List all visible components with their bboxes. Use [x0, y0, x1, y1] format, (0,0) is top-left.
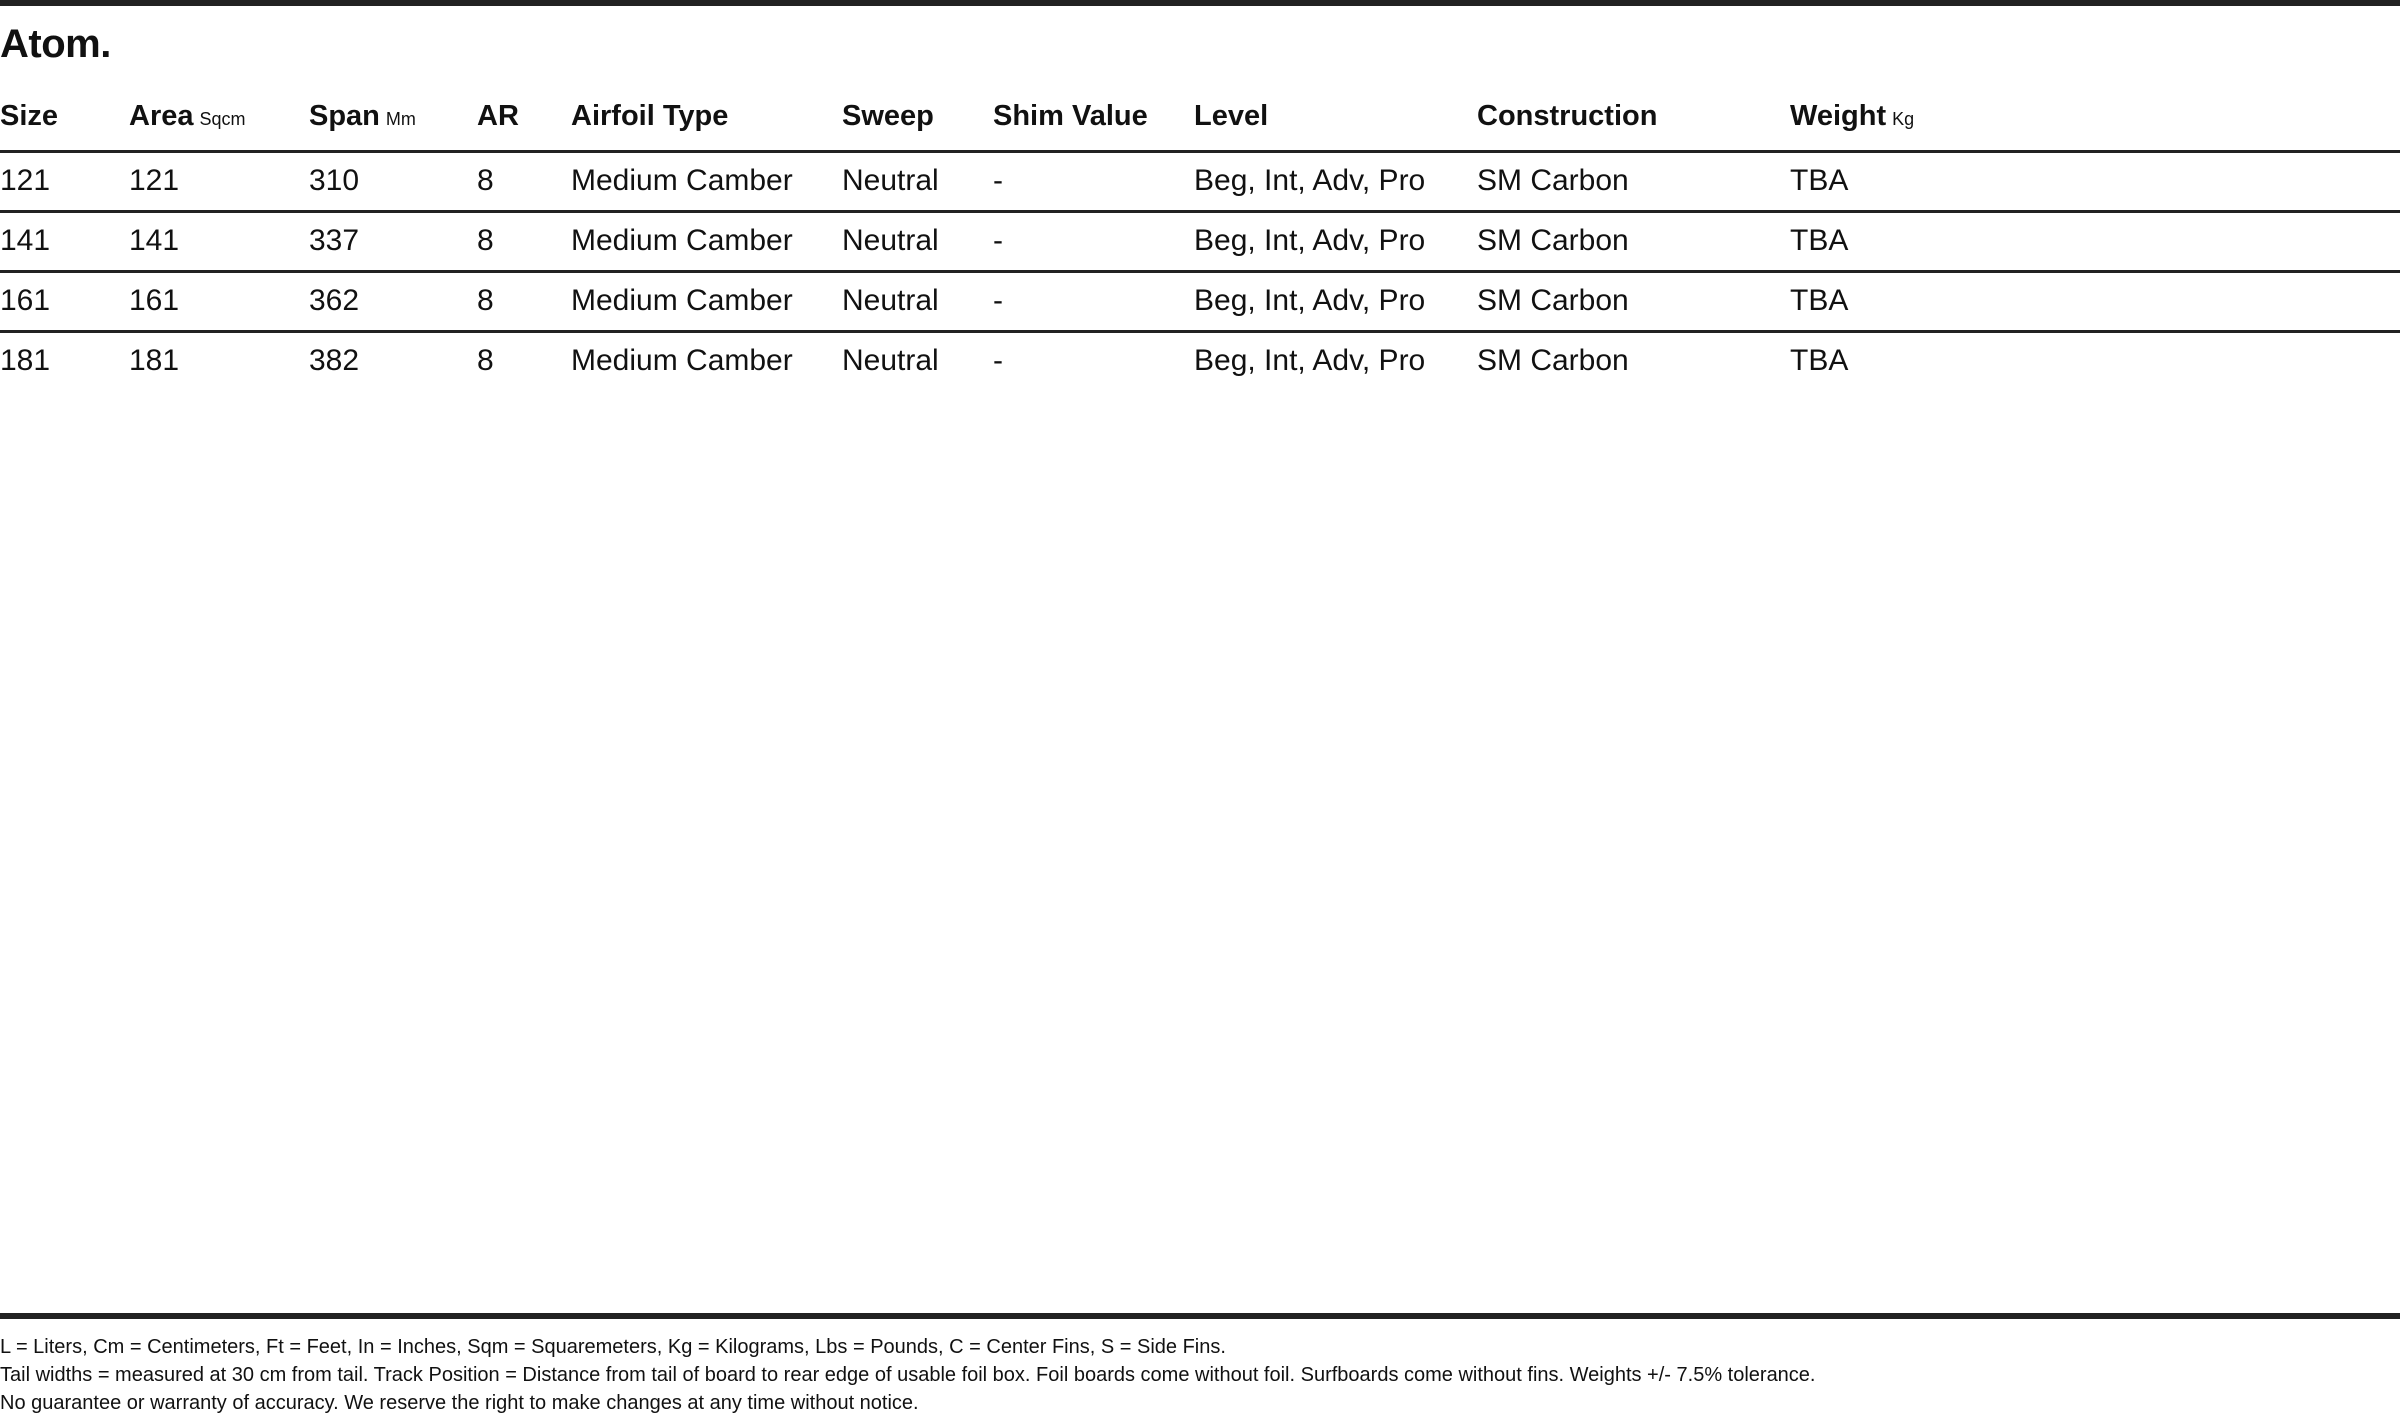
- cell-level: Beg, Int, Adv, Pro: [1194, 284, 1426, 317]
- header-sweep: Sweep: [842, 100, 934, 132]
- header-construction: Construction: [1477, 100, 1658, 132]
- footnote-disclaimer: No guarantee or warranty of accuracy. We reserve the right to make changes at any time without notice.: [0, 1392, 919, 1414]
- cell-level: Beg, Int, Adv, Pro: [1194, 164, 1426, 197]
- footnote-abbreviations: L = Liters, Cm = Centimeters, Ft = Feet, In = Inches, Sqm = Squaremeters, Kg = Kilograms, Lbs = Pounds, C = Center Fins, S = Side Fins.: [0, 1336, 1226, 1358]
- footnotes: [0, 1333, 1816, 1417]
- cell-airfoil-type: Medium Camber: [571, 164, 793, 197]
- top-divider: [0, 0, 2400, 6]
- header-ar: AR: [477, 100, 519, 132]
- header-weight-unit: Kg: [1892, 109, 1915, 129]
- table-row: [0, 153, 2400, 213]
- header-area-unit: Sqcm: [199, 109, 246, 129]
- cell-level: Beg, Int, Adv, Pro: [1194, 344, 1426, 377]
- cell-size: 121: [0, 164, 51, 197]
- cell-ar: 8: [477, 224, 494, 257]
- cell-weight: TBA: [1790, 224, 1849, 257]
- header-area: Area Sqcm: [129, 100, 246, 132]
- cell-sweep: Neutral: [842, 284, 939, 317]
- cell-shim-value: -: [993, 224, 1003, 257]
- cell-construction: SM Carbon: [1477, 224, 1629, 257]
- cell-area: 181: [129, 344, 180, 377]
- cell-weight: TBA: [1790, 344, 1849, 377]
- bottom-divider: [0, 1313, 2400, 1319]
- header-shim-value: Shim Value: [993, 100, 1148, 132]
- cell-construction: SM Carbon: [1477, 164, 1629, 197]
- spec-table: [0, 90, 2400, 390]
- table-header-row: [0, 90, 2400, 153]
- cell-ar: 8: [477, 284, 494, 317]
- cell-span: 362: [309, 284, 360, 317]
- cell-airfoil-type: Medium Camber: [571, 224, 793, 257]
- cell-sweep: Neutral: [842, 164, 939, 197]
- cell-size: 181: [0, 344, 51, 377]
- table-row: [0, 273, 2400, 333]
- footnote-measurements: Tail widths = measured at 30 cm from tail. Track Position = Distance from tail of board to rear edge of usable foil box. Foil boards come without foil. Surfboards come without fins. Weights +/- 7.5% tolerance.: [0, 1364, 1816, 1386]
- cell-airfoil-type: Medium Camber: [571, 284, 793, 317]
- table-row: [0, 333, 2400, 390]
- cell-span: 310: [309, 164, 360, 197]
- cell-shim-value: -: [993, 164, 1003, 197]
- cell-area: 121: [129, 164, 180, 197]
- header-size: Size: [0, 100, 59, 132]
- cell-span: 337: [309, 224, 360, 257]
- cell-ar: 8: [477, 344, 494, 377]
- cell-weight: TBA: [1790, 164, 1849, 197]
- header-airfoil-type: Airfoil Type: [571, 100, 729, 132]
- table-row: [0, 213, 2400, 273]
- cell-size: 141: [0, 224, 51, 257]
- header-span: Span Mm: [309, 100, 416, 132]
- header-span-unit: Mm: [385, 109, 416, 129]
- cell-size: 161: [0, 284, 51, 317]
- cell-shim-value: -: [993, 284, 1003, 317]
- cell-shim-value: -: [993, 344, 1003, 377]
- cell-sweep: Neutral: [842, 344, 939, 377]
- page-title: Atom.: [0, 22, 111, 66]
- cell-airfoil-type: Medium Camber: [571, 344, 793, 377]
- cell-ar: 8: [477, 164, 494, 197]
- cell-weight: TBA: [1790, 284, 1849, 317]
- header-weight: Weight Kg: [1790, 100, 1915, 132]
- cell-construction: SM Carbon: [1477, 284, 1629, 317]
- cell-sweep: Neutral: [842, 224, 939, 257]
- cell-area: 141: [129, 224, 180, 257]
- cell-construction: SM Carbon: [1477, 344, 1629, 377]
- cell-area: 161: [129, 284, 180, 317]
- cell-level: Beg, Int, Adv, Pro: [1194, 224, 1426, 257]
- header-level: Level: [1194, 100, 1269, 132]
- cell-span: 382: [309, 344, 360, 377]
